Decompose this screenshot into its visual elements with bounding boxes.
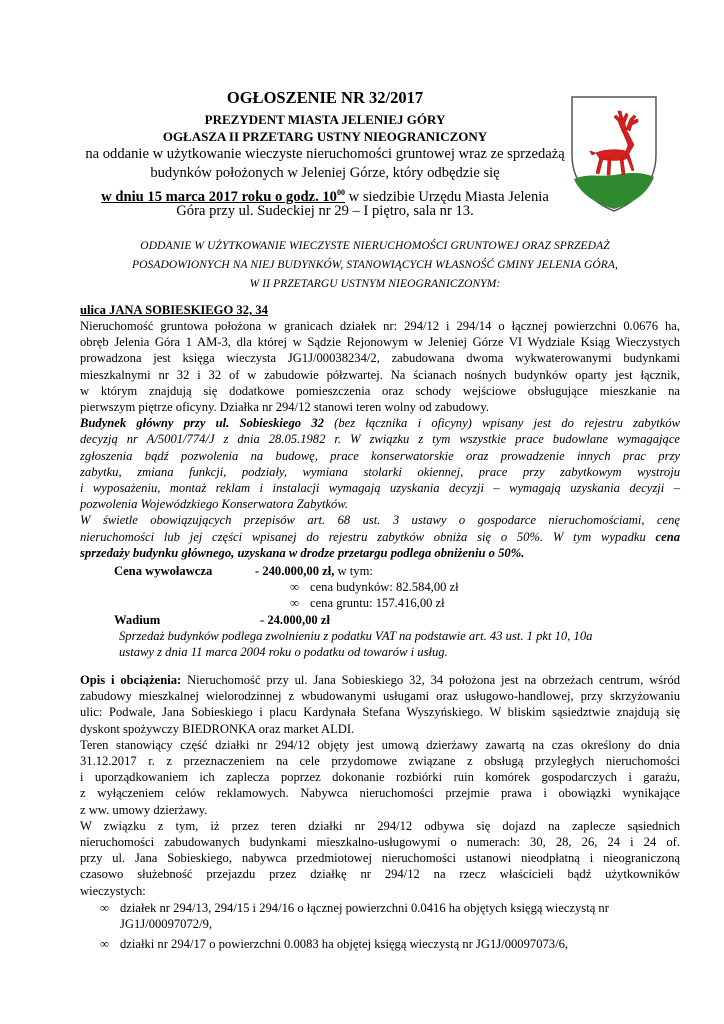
text-line: nieruchomości lub jej części wpisanej do rejestru zabytków obniża się o 50%. W tym wypadku cena bbox=[80, 529, 680, 544]
summary-line-3: W II PRZETARGU USTNYM NIEOGRANICZONYM: bbox=[249, 278, 501, 290]
text-line: mieszkalnymi nr 32 i 32 of w zabudowie półzwartej. Na ścianach nośnych budynków oparty jest łącznik, bbox=[80, 367, 680, 382]
text-line: i wyposażeniu, montaż reklam i instalacji wymagają uzyskania decyzji – wymagają uzyskania decyzji – bbox=[80, 481, 680, 496]
infinity-bullet-icon: ∞ bbox=[100, 937, 109, 952]
property-description bbox=[80, 318, 680, 561]
list-item-continued: JG1J/00097072/9, bbox=[120, 917, 213, 932]
infinity-bullet-icon: ∞ bbox=[290, 580, 299, 595]
text-line: obręb Jelenia Góra 1 AM-3, dla której w Sądzie Rejonowym w Jeleniej Górze VI Wydziale Ksiąg Wieczystych bbox=[80, 335, 680, 350]
text-line: pierwszym piętrze oficyny. Działka nr 294/12 stanowi teren wolny od zabudowy. bbox=[80, 400, 489, 415]
summary-line-1: ODDANIE W UŻYTKOWANIE WIECZYSTE NIERUCHOMOŚCI GRUNTOWEJ ORAZ SPRZEDAŻ bbox=[140, 240, 610, 252]
text-line: i uporządkowaniem ich zaplecza poprzez dokonanie rozbiórki ruin komórek gospodarczych i garażu, bbox=[80, 770, 680, 785]
description-block bbox=[80, 672, 680, 899]
text-line: z wyłączeniem celów reklamowych. Nabywca nieruchomości przejmie prawa i obowiązki wynikające bbox=[80, 786, 680, 801]
intro-line-2: budynków położonych w Jeleniej Górze, który odbędzie się bbox=[150, 165, 500, 181]
list-item: ∞ działki nr 294/17 o powierzchni 0.0083 ha objętej księgą wieczystą nr JG1J/00097073/6, bbox=[100, 937, 569, 952]
vat-note-line-1: Sprzedaż budynków podlega zwolnieniu z podatku VAT na podstawie art. 43 ust. 1 pkt 10, 10a bbox=[119, 628, 593, 643]
text-line: zabudowy mieszkalnej wielorodzinnej z wbudowanymi usługami oraz usługowo-handlowej, przy skrzyżowaniu bbox=[80, 689, 680, 704]
wadium-row bbox=[114, 612, 674, 628]
infinity-bullet-icon: ∞ bbox=[290, 596, 299, 611]
text-line: nieruchomości zabudowanych budynkami mieszkalno-usługowymi o numerach: 30, 28, 26, 24 i 24 of. bbox=[80, 835, 680, 850]
text-line: wieczystych: bbox=[80, 883, 146, 898]
text-line: sprzedaży budynku głównego, uzyskana w drodze przetargu podlega obniżeniu o 50%. bbox=[80, 545, 525, 560]
tender-heading: OGŁASZA II PRZETARG USTNY NIEOGRANICZONY bbox=[162, 129, 488, 144]
price-land: ∞ cena gruntu: 157.416,00 zł bbox=[290, 596, 445, 611]
text-line: w którym znajdują się dodatkowe pomieszczenia oraz schody wejściowe obsługujące mieszkanie na bbox=[80, 383, 680, 398]
text-line: pozwolenia Wojewódzkiego Konserwatora Zabytków. bbox=[80, 497, 348, 512]
text-line: Budynek główny przy ul. Sobieskiego 32 (bez łącznika i oficyny) wpisany jest do rejestru zabytków bbox=[80, 416, 680, 431]
text-line: W świetle obowiązujących przepisów art. 68 ust. 3 ustawy o gospodarce nieruchomościami, cenę bbox=[80, 513, 680, 528]
property-heading: ulica JANA SOBIESKIEGO 32, 34 bbox=[80, 303, 268, 317]
text-line: decyzją nr A/5001/774/J z dnia 28.05.1982 r. W związku z tym wszystkie prace budowlane wymagające bbox=[80, 432, 680, 447]
text-line: Nieruchomość gruntowa położona w granicach działek nr: 294/12 i 294/14 o łącznej powierzchni 0.0676 ha, bbox=[80, 319, 680, 333]
intro-line-4: Góra przy ul. Sudeckiej nr 29 – I piętro, sala nr 13. bbox=[176, 203, 474, 219]
text-line: Opis i obciążenia: Nieruchomość przy ul. Jana Sobieskiego 32, 34 położona jest na obrzeżach centrum, wśród bbox=[80, 673, 680, 687]
text-line: zabytku, zmiana funkcji, podziały, wymiana stolarki okiennej, prace przy zabytkowym wystroju bbox=[80, 464, 680, 479]
wadium-label: Wadium bbox=[114, 612, 161, 627]
text-line: zgłoszenia bądź pozwolenia na budowę, prace konserwatorskie oraz prowadzenie innych prac przy bbox=[80, 448, 680, 463]
vat-note-line-2: ustawy z dnia 11 marca 2004 roku o podatku od towarów i usług. bbox=[119, 645, 448, 660]
text-line: czasowo służebność przejazdu przez działkę nr 294/12 na rzecz właścicieli bądź użytkowników bbox=[80, 867, 680, 882]
infinity-bullet-icon: ∞ bbox=[100, 901, 109, 915]
mayor-heading: PREZYDENT MIASTA JELENIEJ GÓRY bbox=[204, 112, 446, 127]
price-buildings: ∞ cena budynków: 82.584,00 zł bbox=[290, 580, 459, 595]
intro-line-1: na oddanie w użytkowanie wieczyste nieruchomości gruntowej wraz ze sprzedażą bbox=[85, 146, 565, 162]
price-row: Cena wywoławcza - 240.000,00 zł, w tym: bbox=[114, 564, 373, 578]
price-block bbox=[114, 563, 674, 660]
price-value: - 240.000,00 zł, bbox=[255, 564, 335, 578]
price-label: Cena wywoławcza bbox=[114, 564, 213, 578]
easement-list bbox=[100, 900, 680, 953]
text-line: z ww. umowy dzierżawy. bbox=[80, 802, 208, 817]
text-line: 31.12.2017 r. z przeznaczeniem na cele przydomowe związane z obsługą przyległych nieruchomości bbox=[80, 754, 680, 769]
text-line: przy ul. Jana Sobieskiego, nabywca przedmiotowej nieruchomości ustanowi nieodpłatną i nieograniczoną bbox=[80, 851, 680, 866]
summary-line-2: POSADOWIONYCH NA NIEJ BUDYNKÓW, STANOWIĄCYCH WŁASNOŚĆ GMINY JELENIA GÓRA, bbox=[131, 259, 619, 271]
auction-date: w dniu 15 marca 2017 roku o godz. $10^{00}$ bbox=[101, 188, 345, 205]
coat-of-arms-image bbox=[568, 93, 660, 213]
intro-date-line: w dniu 15 marca 2017 roku o godz. $10^{00}$ w siedzibie Urzędu Miasta Jelenia bbox=[101, 188, 549, 205]
text-line: dyskont spożywczy BIEDRONKA oraz market ALDI. bbox=[80, 721, 355, 736]
text-line: ulic: Podwale, Jana Sobieskiego i placu Kardynała Stefana Wyszyńskiego. W bliskim sąsiedztwie znajdują się bbox=[80, 705, 680, 720]
page-title: OGŁOSZENIE NR 32/2017 bbox=[226, 88, 424, 107]
text-line: Teren stanowiący część działki nr 294/12 objęty jest umową dzierżawy zawartą na czas określony do dnia bbox=[80, 737, 680, 752]
text-line: prowadzona jest księga wieczysta JG1J/00038234/2, zabudowana dwoma wykwaterowanymi budynkami bbox=[80, 351, 680, 366]
wadium-value: - 24.000,00 zł bbox=[260, 612, 330, 627]
text-line: W związku z tym, iż przez teren działki nr 294/12 odbywa się dojazd na zaplecze sąsiednich bbox=[80, 818, 680, 833]
list-item: ∞ działek nr 294/13, 294/15 i 294/16 o łącznej powierzchni 0.0416 ha objętych księgą wieczystą nr bbox=[100, 901, 609, 915]
